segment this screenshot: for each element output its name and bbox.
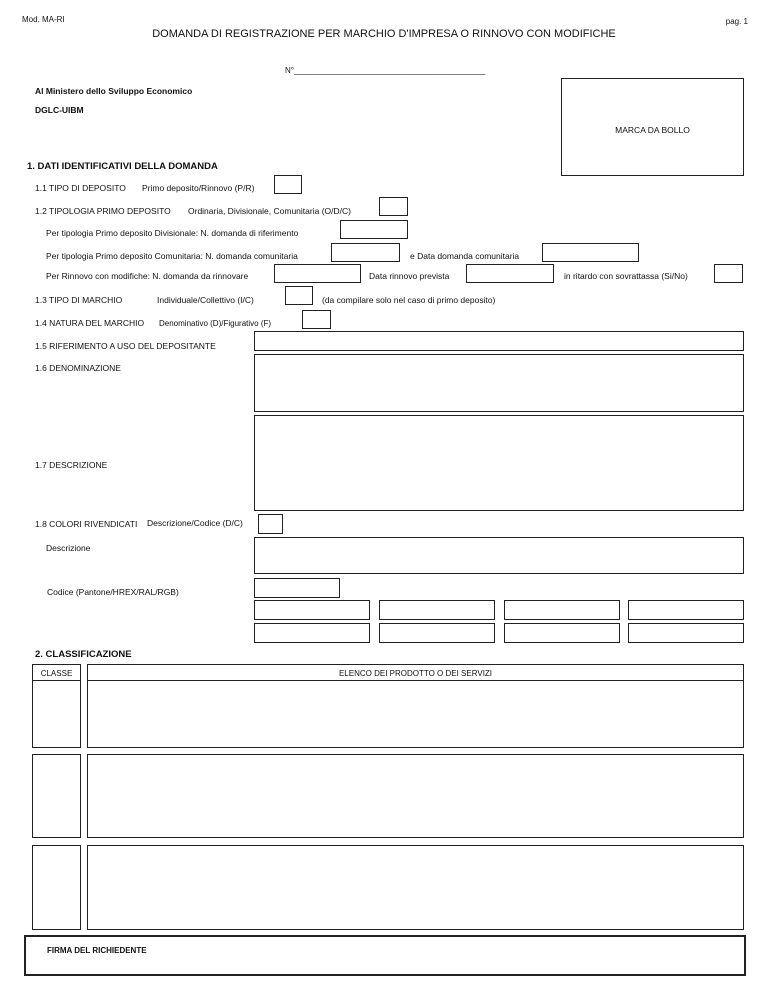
- colori-descrizione-label: Descrizione: [46, 543, 91, 553]
- colori-label: 1.8 COLORI RIVENDICATI: [35, 519, 138, 529]
- comunitaria-number-input[interactable]: [331, 243, 400, 262]
- divisionale-label: Per tipologia Primo deposito Divisionale: N. domanda di riferimento: [46, 228, 299, 238]
- colori-codice-input[interactable]: [254, 578, 340, 598]
- elenco-input[interactable]: [87, 680, 744, 748]
- tipologia-input[interactable]: [379, 197, 408, 216]
- ritardo-label: in ritardo con sovrattassa (Si/No): [564, 271, 688, 281]
- comunitaria-date-input[interactable]: [542, 243, 639, 262]
- page-title: DOMANDA DI REGISTRAZIONE PER MARCHIO D'IMPRESA O RINNOVO CON MODIFICHE: [152, 28, 616, 40]
- natura-marchio-label: 1.4 NATURA DEL MARCHIO: [35, 318, 145, 328]
- revenue-stamp-label: MARCA DA BOLLO: [615, 125, 690, 135]
- tipo-marchio-note: (da compilare solo nel caso di primo deposito): [322, 295, 496, 305]
- classe-input[interactable]: [32, 680, 81, 748]
- riferimento-input[interactable]: [254, 331, 744, 351]
- classe-input[interactable]: [32, 845, 81, 930]
- color-code-cell[interactable]: [379, 623, 495, 643]
- elenco-header-label: ELENCO DEI PRODOTTO O DEI SERVIZI: [338, 669, 493, 678]
- denominazione-input[interactable]: [254, 354, 744, 412]
- rinnovo-number-input[interactable]: [274, 264, 361, 283]
- section-2-title: 2. CLASSIFICAZIONE: [35, 649, 132, 660]
- tipo-marchio-hint: Individuale/Collettivo (I/C): [157, 295, 254, 305]
- tipologia-hint: Ordinaria, Divisionale, Comunitaria (O/D/C): [188, 206, 351, 216]
- color-code-cell[interactable]: [504, 623, 620, 643]
- signature-label: FIRMA DEL RICHIEDENTE: [47, 946, 147, 955]
- elenco-input[interactable]: [87, 845, 744, 930]
- natura-marchio-hint: Denominativo (D)/Figurativo (F): [159, 319, 272, 328]
- descrizione-label: 1.7 DESCRIZIONE: [35, 460, 108, 470]
- rinnovo-label: Per Rinnovo con modifiche: N. domanda da rinnovare: [46, 271, 249, 281]
- colori-hint: Descrizione/Codice (D/C): [147, 518, 243, 528]
- tipo-deposito-hint: Primo deposito/Rinnovo (P/R): [142, 183, 255, 193]
- rinnovo-date-input[interactable]: [466, 264, 554, 283]
- ritardo-input[interactable]: [714, 264, 743, 283]
- tipo-marchio-input[interactable]: [285, 286, 313, 305]
- comunitaria-label: Per tipologia Primo deposito Comunitaria: N. domanda comunitaria: [46, 251, 298, 261]
- page-number: pag. 1: [725, 17, 748, 26]
- descrizione-input[interactable]: [254, 415, 744, 511]
- colori-descrizione-input[interactable]: [254, 537, 744, 574]
- tipo-marchio-label: 1.3 TIPO DI MARCHIO: [35, 295, 123, 305]
- color-code-cell[interactable]: [504, 600, 620, 620]
- natura-marchio-input[interactable]: [302, 310, 331, 329]
- revenue-stamp-box: [561, 78, 744, 176]
- classe-header-label: CLASSE: [40, 669, 73, 678]
- form-code: Mod. MA-RI: [22, 15, 65, 24]
- color-code-cell[interactable]: [628, 600, 744, 620]
- elenco-input[interactable]: [87, 754, 744, 838]
- section-1-title: 1. DATI IDENTIFICATIVI DELLA DOMANDA: [27, 161, 218, 172]
- divisionale-number-input[interactable]: [340, 220, 408, 239]
- rinnovo-date-label: Data rinnovo prevista: [369, 271, 450, 281]
- comunitaria-date-label: e Data domanda comunitaria: [410, 251, 520, 261]
- color-code-cell[interactable]: [254, 623, 370, 643]
- classe-input[interactable]: [32, 754, 81, 838]
- tipo-deposito-label: 1.1 TIPO DI DEPOSITO: [35, 183, 126, 193]
- colori-type-input[interactable]: [258, 514, 283, 534]
- color-code-cell[interactable]: [628, 623, 744, 643]
- tipologia-label: 1.2 TIPOLOGIA PRIMO DEPOSITO: [35, 206, 171, 216]
- application-number-line[interactable]: N°___________________________________________: [285, 66, 486, 75]
- colori-codice-label: Codice (Pantone/HREX/RAL/RGB): [47, 587, 179, 597]
- recipient-office: DGLC-UIBM: [35, 105, 84, 115]
- color-code-cell[interactable]: [254, 600, 370, 620]
- signature-box[interactable]: [24, 935, 746, 976]
- tipo-deposito-input[interactable]: [274, 175, 302, 194]
- riferimento-label: 1.5 RIFERIMENTO A USO DEL DEPOSITANTE: [35, 341, 216, 351]
- color-code-cell[interactable]: [379, 600, 495, 620]
- denominazione-label: 1.6 DENOMINAZIONE: [35, 363, 121, 373]
- recipient-ministry: Al Ministero dello Sviluppo Economico: [35, 86, 193, 96]
